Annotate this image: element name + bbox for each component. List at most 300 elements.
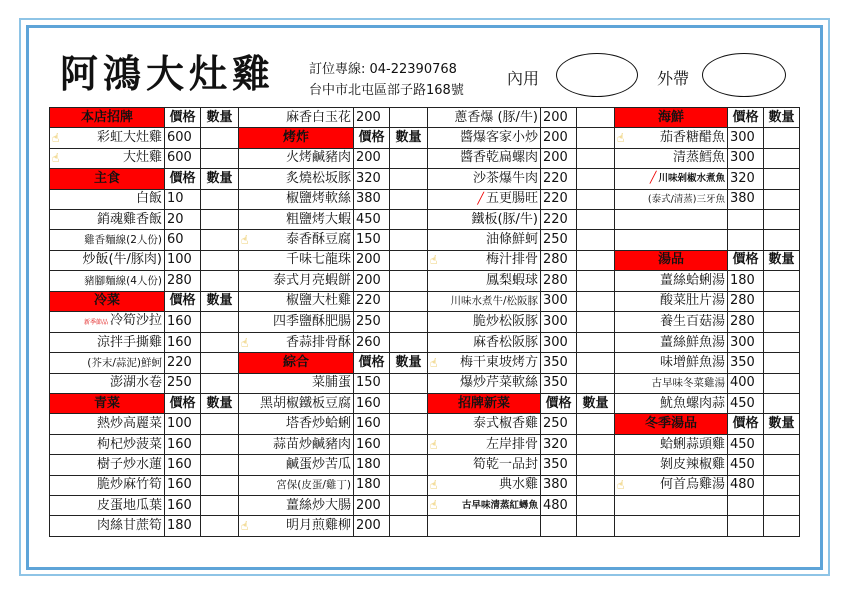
quantity-cell[interactable] bbox=[577, 291, 615, 311]
quantity-cell[interactable] bbox=[764, 394, 800, 414]
menu-item-label: 醬香乾扁螺肉 bbox=[459, 150, 538, 166]
phone-number: 訂位專線: 04-22390768 bbox=[309, 62, 457, 77]
menu-item-name bbox=[50, 516, 165, 536]
menu-item-label: 鹹蛋炒苦瓜 bbox=[285, 456, 351, 472]
quantity-cell[interactable] bbox=[390, 169, 428, 189]
menu-row bbox=[50, 455, 800, 475]
menu-item-name bbox=[50, 128, 165, 148]
menu-item-price: 480 bbox=[541, 496, 577, 516]
menu-item-name bbox=[615, 455, 728, 475]
menu-item-label: (芥末/蒜泥)鮮蚵 bbox=[87, 356, 162, 369]
menu-item-label: 粗鹽烤大蝦 bbox=[285, 211, 351, 227]
menu-item-price bbox=[728, 516, 764, 536]
menu-item-price: 350 bbox=[541, 373, 577, 393]
menu-row bbox=[50, 434, 800, 454]
quantity-cell[interactable] bbox=[764, 475, 800, 495]
pointing-hand-icon: ☝ bbox=[241, 519, 249, 534]
menu-item-price: 300 bbox=[728, 128, 764, 148]
menu-item-name bbox=[239, 332, 354, 352]
dine-in-label: 內用 bbox=[507, 69, 540, 88]
section-header-staple: 主食 bbox=[50, 169, 165, 189]
section-header-signature: 本店招牌 bbox=[50, 108, 165, 128]
menu-item-name bbox=[50, 434, 165, 454]
menu-item-label: 何首烏雞湯 bbox=[659, 477, 725, 493]
menu-row bbox=[50, 311, 800, 332]
menu-item-name bbox=[239, 230, 354, 250]
menu-row bbox=[50, 209, 800, 229]
menu-item-price: 600 bbox=[165, 148, 201, 168]
quantity-cell[interactable] bbox=[201, 475, 239, 495]
quantity-cell[interactable] bbox=[201, 373, 239, 393]
menu-item-price: 200 bbox=[541, 128, 577, 148]
menu-table bbox=[49, 107, 800, 537]
quantity-cell[interactable] bbox=[577, 250, 615, 270]
menu-item-name bbox=[428, 373, 541, 393]
menu-row bbox=[50, 189, 800, 209]
quantity-cell[interactable] bbox=[390, 455, 428, 475]
quantity-cell[interactable] bbox=[764, 148, 800, 168]
menu-item-label: 皮蛋地瓜葉 bbox=[96, 497, 162, 513]
section-header-new: 招牌新菜 bbox=[428, 394, 541, 414]
quantity-cell[interactable] bbox=[201, 311, 239, 332]
menu-item-price: 220 bbox=[165, 353, 201, 373]
menu-item-name bbox=[615, 271, 728, 291]
menu-row bbox=[50, 291, 800, 311]
menu-item-price: 450 bbox=[354, 209, 390, 229]
quantity-cell[interactable] bbox=[577, 353, 615, 373]
menu-item-price: 280 bbox=[541, 250, 577, 270]
menu-item-price bbox=[541, 516, 577, 536]
menu-item-name bbox=[428, 291, 541, 311]
quantity-cell[interactable] bbox=[764, 332, 800, 352]
takeout-checkbox[interactable] bbox=[702, 53, 786, 97]
restaurant-name: 阿鴻大灶雞 bbox=[60, 51, 276, 96]
price-column-header: 價格 bbox=[354, 353, 390, 373]
menu-item-price: 200 bbox=[354, 271, 390, 291]
quantity-cell[interactable] bbox=[390, 311, 428, 332]
menu-item-price: 200 bbox=[354, 250, 390, 270]
menu-item-price: 280 bbox=[165, 271, 201, 291]
menu-item-name bbox=[428, 189, 541, 209]
quantity-cell[interactable] bbox=[577, 455, 615, 475]
menu-item-name bbox=[239, 169, 354, 189]
quantity-cell[interactable] bbox=[764, 311, 800, 332]
quantity-cell[interactable] bbox=[764, 434, 800, 454]
menu-item-name bbox=[428, 434, 541, 454]
quantity-cell[interactable] bbox=[201, 230, 239, 250]
menu-item-name bbox=[428, 250, 541, 270]
menu-item-name bbox=[428, 271, 541, 291]
menu-item-name bbox=[428, 311, 541, 332]
price-column-header: 價格 bbox=[728, 108, 764, 128]
menu-item-name bbox=[239, 373, 354, 393]
quantity-column-header: 數量 bbox=[577, 394, 615, 414]
menu-item-name bbox=[615, 475, 728, 495]
menu-item-name bbox=[50, 475, 165, 495]
menu-item-price: 160 bbox=[165, 332, 201, 352]
quantity-cell[interactable] bbox=[390, 209, 428, 229]
menu-item-name bbox=[428, 455, 541, 475]
quantity-cell[interactable] bbox=[390, 414, 428, 434]
menu-item-label: 大灶雞 bbox=[122, 150, 162, 166]
menu-item-price: 220 bbox=[541, 169, 577, 189]
menu-row bbox=[50, 414, 800, 434]
quantity-cell[interactable] bbox=[577, 189, 615, 209]
quantity-cell[interactable] bbox=[577, 332, 615, 352]
menu-item-label: 古早味冬菜雞湯 bbox=[651, 377, 725, 390]
menu-item-label: 熱炒高麗菜 bbox=[96, 416, 162, 432]
menu-item-name bbox=[50, 311, 165, 332]
menu-row bbox=[50, 169, 800, 189]
menu-item-name bbox=[615, 353, 728, 373]
menu-item-price bbox=[728, 230, 764, 250]
quantity-cell[interactable] bbox=[577, 230, 615, 250]
menu-item-label: 四季鹽酥肥腸 bbox=[272, 313, 351, 329]
menu-item-price: 180 bbox=[728, 271, 764, 291]
quantity-cell[interactable] bbox=[577, 496, 615, 516]
quantity-cell[interactable] bbox=[577, 434, 615, 454]
menu-item-label: 泰式椒香雞 bbox=[472, 416, 538, 432]
menu-item-label: 肉絲甘蔗筍 bbox=[96, 518, 162, 534]
quantity-cell[interactable] bbox=[390, 475, 428, 495]
menu-item-name bbox=[428, 516, 541, 536]
quantity-column-header: 數量 bbox=[764, 108, 800, 128]
quantity-cell[interactable] bbox=[577, 373, 615, 393]
menu-item-label: 清蒸鱈魚 bbox=[672, 150, 725, 166]
quantity-cell[interactable] bbox=[201, 271, 239, 291]
menu-item-price: 160 bbox=[165, 455, 201, 475]
quantity-cell[interactable] bbox=[577, 311, 615, 332]
quantity-column-header: 數量 bbox=[201, 169, 239, 189]
menu-item-label: 魷魚螺肉蒜 bbox=[659, 395, 725, 411]
menu-item-name bbox=[615, 332, 728, 352]
quantity-cell[interactable] bbox=[390, 394, 428, 414]
price-column-header: 價格 bbox=[728, 250, 764, 270]
menu-item-price: 200 bbox=[354, 148, 390, 168]
menu-item-label: 菜脯蛋 bbox=[311, 375, 351, 391]
menu-item-price: 300 bbox=[541, 311, 577, 332]
quantity-cell[interactable] bbox=[577, 128, 615, 148]
menu-item-price: 180 bbox=[165, 516, 201, 536]
menu-item-label: 川味水煮牛/松阪豚 bbox=[450, 295, 538, 308]
chili-pepper-icon: ╱ bbox=[477, 192, 484, 206]
menu-item-name bbox=[50, 189, 165, 209]
quantity-cell[interactable] bbox=[390, 291, 428, 311]
menu-item-name bbox=[615, 209, 728, 229]
menu-item-price: 320 bbox=[541, 434, 577, 454]
menu-item-price bbox=[728, 209, 764, 229]
quantity-cell[interactable] bbox=[764, 291, 800, 311]
menu-item-name bbox=[50, 373, 165, 393]
menu-item-label: 明月煎雞柳 bbox=[285, 518, 351, 534]
pointing-hand-icon: ☝ bbox=[430, 355, 438, 370]
menu-row bbox=[50, 250, 800, 270]
quantity-cell[interactable] bbox=[764, 128, 800, 148]
menu-item-name bbox=[428, 108, 541, 128]
menu-item-label: 火烤鹹豬肉 bbox=[285, 150, 351, 166]
quantity-cell[interactable] bbox=[577, 271, 615, 291]
menu-item-price: 380 bbox=[354, 189, 390, 209]
menu-item-label: 香蒜排骨酥 bbox=[285, 334, 351, 350]
menu-item-name bbox=[239, 108, 354, 128]
menu-item-name bbox=[615, 291, 728, 311]
quantity-cell[interactable] bbox=[764, 209, 800, 229]
menu-item-label: 典水雞 bbox=[498, 477, 538, 493]
menu-item-label: 剝皮辣椒雞 bbox=[659, 456, 725, 472]
menu-item-name bbox=[615, 311, 728, 332]
menu-item-name bbox=[428, 496, 541, 516]
menu-item-price: 350 bbox=[728, 353, 764, 373]
menu-item-label: 樹子炒水蓮 bbox=[96, 456, 162, 472]
menu-row bbox=[50, 271, 800, 291]
menu-item-label: 雞香麵線(2人份) bbox=[84, 234, 162, 247]
menu-item-label: 脆炒麻竹筍 bbox=[96, 477, 162, 493]
menu-item-price: 10 bbox=[165, 189, 201, 209]
quantity-cell[interactable] bbox=[577, 169, 615, 189]
menu-item-name bbox=[239, 271, 354, 291]
menu-item-price: 280 bbox=[728, 311, 764, 332]
menu-item-label: 左岸排骨 bbox=[485, 436, 538, 452]
price-column-header: 價格 bbox=[165, 169, 201, 189]
quantity-cell[interactable] bbox=[390, 434, 428, 454]
section-header-soup: 湯品 bbox=[615, 250, 728, 270]
menu-item-label: 薑絲鮮魚湯 bbox=[659, 334, 725, 350]
menu-item-label: 筍乾一品封 bbox=[472, 456, 538, 472]
quantity-cell[interactable] bbox=[577, 475, 615, 495]
menu-item-price: 160 bbox=[165, 434, 201, 454]
menu-item-price: 450 bbox=[728, 455, 764, 475]
quantity-cell[interactable] bbox=[764, 455, 800, 475]
quantity-cell[interactable] bbox=[577, 108, 615, 128]
section-header-seafood: 海鮮 bbox=[615, 108, 728, 128]
price-column-header: 價格 bbox=[165, 108, 201, 128]
menu-item-price: 300 bbox=[728, 148, 764, 168]
menu-row bbox=[50, 394, 800, 414]
quantity-cell[interactable] bbox=[390, 108, 428, 128]
menu-item-price: 160 bbox=[354, 414, 390, 434]
menu-item-name bbox=[50, 332, 165, 352]
quantity-cell[interactable] bbox=[390, 373, 428, 393]
menu-item-label: 茄香糖醋魚 bbox=[659, 130, 725, 146]
menu-item-price: 250 bbox=[354, 311, 390, 332]
menu-item-name bbox=[50, 271, 165, 291]
pointing-hand-icon: ☝ bbox=[430, 253, 438, 268]
quantity-cell[interactable] bbox=[201, 209, 239, 229]
menu-item-name bbox=[428, 353, 541, 373]
menu-item-name bbox=[615, 169, 728, 189]
section-header-winter: 冬季湯品 bbox=[615, 414, 728, 434]
menu-item-price: 200 bbox=[354, 496, 390, 516]
menu-item-name bbox=[615, 230, 728, 250]
menu-row bbox=[50, 108, 800, 128]
quantity-cell[interactable] bbox=[390, 148, 428, 168]
quantity-cell[interactable] bbox=[390, 230, 428, 250]
menu-item-price: 180 bbox=[354, 455, 390, 475]
menu-item-label: 彩虹大灶雞 bbox=[96, 130, 162, 146]
seasonal-stamp: 新季節品 bbox=[83, 318, 108, 326]
quantity-cell[interactable] bbox=[577, 148, 615, 168]
menu-item-label: 椒鹽烤軟絲 bbox=[285, 191, 351, 207]
menu-item-price: 180 bbox=[354, 475, 390, 495]
section-header-fried: 烤炸 bbox=[239, 128, 354, 148]
menu-item-name bbox=[50, 209, 165, 229]
menu-item-name bbox=[239, 455, 354, 475]
menu-item-label: 薑絲炒大腸 bbox=[285, 497, 351, 513]
quantity-cell[interactable] bbox=[201, 148, 239, 168]
price-column-header: 價格 bbox=[728, 414, 764, 434]
menu-item-name bbox=[239, 148, 354, 168]
menu-item-label: 泰式月亮蝦餅 bbox=[272, 272, 351, 288]
quantity-cell[interactable] bbox=[201, 189, 239, 209]
quantity-cell[interactable] bbox=[201, 128, 239, 148]
menu-item-price: 350 bbox=[541, 353, 577, 373]
menu-item-price: 200 bbox=[354, 108, 390, 128]
menu-item-name bbox=[239, 516, 354, 536]
quantity-cell[interactable] bbox=[390, 271, 428, 291]
menu-item-price: 600 bbox=[165, 128, 201, 148]
pointing-hand-icon: ☝ bbox=[241, 233, 249, 248]
menu-item-label: 宮保(皮蛋/雞丁) bbox=[276, 479, 351, 492]
menu-item-price: 60 bbox=[165, 230, 201, 250]
quantity-cell[interactable] bbox=[764, 169, 800, 189]
menu-item-name bbox=[615, 394, 728, 414]
menu-item-price: 300 bbox=[728, 332, 764, 352]
quantity-cell[interactable] bbox=[764, 516, 800, 536]
menu-item-name bbox=[239, 311, 354, 332]
menu-row bbox=[50, 230, 800, 250]
price-column-header: 價格 bbox=[354, 128, 390, 148]
takeout-label: 外帶 bbox=[657, 69, 690, 88]
menu-item-name bbox=[428, 414, 541, 434]
menu-item-label: 醬爆客家小炒 bbox=[459, 130, 538, 146]
dine-in-checkbox[interactable] bbox=[556, 53, 638, 97]
quantity-cell[interactable] bbox=[201, 250, 239, 270]
quantity-cell[interactable] bbox=[577, 516, 615, 536]
menu-item-name bbox=[428, 169, 541, 189]
menu-item-name bbox=[50, 414, 165, 434]
quantity-cell[interactable] bbox=[201, 496, 239, 516]
menu-item-price: 160 bbox=[354, 434, 390, 454]
menu-item-price: 320 bbox=[354, 169, 390, 189]
quantity-cell[interactable] bbox=[201, 455, 239, 475]
quantity-cell[interactable] bbox=[201, 434, 239, 454]
quantity-cell[interactable] bbox=[390, 250, 428, 270]
menu-item-label: 油條鮮蚵 bbox=[485, 232, 538, 248]
quantity-cell[interactable] bbox=[577, 414, 615, 434]
menu-item-label: 麻香白玉花 bbox=[285, 109, 351, 125]
quantity-cell[interactable] bbox=[201, 332, 239, 352]
menu-item-price: 220 bbox=[541, 209, 577, 229]
menu-item-name bbox=[428, 209, 541, 229]
menu-item-label: 泰香酥豆腐 bbox=[285, 232, 351, 248]
quantity-cell[interactable] bbox=[201, 353, 239, 373]
quantity-cell[interactable] bbox=[764, 230, 800, 250]
menu-item-label: 蒜苗炒鹹豬肉 bbox=[272, 436, 351, 452]
menu-item-name bbox=[615, 128, 728, 148]
price-column-header: 價格 bbox=[541, 394, 577, 414]
quantity-column-header: 數量 bbox=[201, 291, 239, 311]
menu-item-price bbox=[728, 496, 764, 516]
menu-item-label: 脆炒松阪豚 bbox=[472, 313, 538, 329]
menu-item-name bbox=[428, 332, 541, 352]
menu-item-label: 豬腳麵線(4人份) bbox=[84, 274, 162, 287]
menu-item-label: 千味七龍珠 bbox=[285, 252, 351, 268]
menu-item-price: 450 bbox=[728, 394, 764, 414]
menu-item-price: 300 bbox=[541, 332, 577, 352]
quantity-cell[interactable] bbox=[390, 332, 428, 352]
menu-item-price: 150 bbox=[354, 230, 390, 250]
menu-item-price: 300 bbox=[541, 291, 577, 311]
menu-item-price: 400 bbox=[728, 373, 764, 393]
menu-item-name bbox=[50, 250, 165, 270]
quantity-cell[interactable] bbox=[390, 189, 428, 209]
menu-item-price: 200 bbox=[541, 148, 577, 168]
menu-item-label: 炙燒松坂豚 bbox=[285, 170, 351, 186]
menu-item-name bbox=[239, 414, 354, 434]
pointing-hand-icon: ☝ bbox=[241, 335, 249, 350]
menu-row bbox=[50, 332, 800, 352]
menu-item-name bbox=[615, 434, 728, 454]
menu-item-price: 350 bbox=[541, 455, 577, 475]
quantity-column-header: 數量 bbox=[201, 394, 239, 414]
menu-item-price: 160 bbox=[165, 311, 201, 332]
menu-item-name bbox=[239, 209, 354, 229]
menu-item-price: 150 bbox=[354, 373, 390, 393]
quantity-cell[interactable] bbox=[390, 516, 428, 536]
menu-item-price: 220 bbox=[541, 189, 577, 209]
menu-item-label: 炒飯(牛/豚肉) bbox=[82, 252, 162, 268]
menu-row bbox=[50, 516, 800, 536]
quantity-column-header: 數量 bbox=[390, 128, 428, 148]
menu-item-price: 160 bbox=[165, 496, 201, 516]
menu-item-name bbox=[239, 434, 354, 454]
quantity-cell[interactable] bbox=[201, 516, 239, 536]
menu-item-label: 蛤蜊蒜頭雞 bbox=[659, 436, 725, 452]
section-header-veg: 青菜 bbox=[50, 394, 165, 414]
menu-item-price: 280 bbox=[728, 291, 764, 311]
quantity-cell[interactable] bbox=[390, 496, 428, 516]
price-column-header: 價格 bbox=[165, 291, 201, 311]
quantity-cell[interactable] bbox=[764, 496, 800, 516]
quantity-cell[interactable] bbox=[764, 271, 800, 291]
menu-item-name bbox=[615, 148, 728, 168]
quantity-cell[interactable] bbox=[764, 189, 800, 209]
menu-item-label: 養生百菇湯 bbox=[659, 313, 725, 329]
menu-item-label: 五更腸旺 bbox=[485, 191, 538, 207]
menu-item-label: 銷魂雞香飯 bbox=[96, 211, 162, 227]
menu-item-label: 梅干東坡烤方 bbox=[459, 354, 538, 370]
quantity-cell[interactable] bbox=[577, 209, 615, 229]
address: 台中市北屯區部子路168號 bbox=[309, 83, 464, 98]
menu-row bbox=[50, 128, 800, 148]
menu-item-label: 薑絲蛤蜊湯 bbox=[659, 272, 725, 288]
menu-item-name bbox=[615, 373, 728, 393]
quantity-cell[interactable] bbox=[201, 414, 239, 434]
pointing-hand-icon: ☝ bbox=[430, 498, 438, 513]
menu-item-name bbox=[50, 230, 165, 250]
menu-item-name bbox=[239, 394, 354, 414]
menu-item-label: 麻香松阪豚 bbox=[472, 334, 538, 350]
quantity-cell[interactable] bbox=[764, 373, 800, 393]
menu-item-price: 380 bbox=[728, 189, 764, 209]
pointing-hand-icon: ☝ bbox=[430, 478, 438, 493]
menu-item-price: 320 bbox=[728, 169, 764, 189]
menu-item-label: 鐵板(豚/牛) bbox=[471, 211, 538, 227]
menu-item-name bbox=[239, 291, 354, 311]
quantity-cell[interactable] bbox=[764, 353, 800, 373]
menu-item-price: 100 bbox=[165, 250, 201, 270]
menu-row bbox=[50, 373, 800, 393]
